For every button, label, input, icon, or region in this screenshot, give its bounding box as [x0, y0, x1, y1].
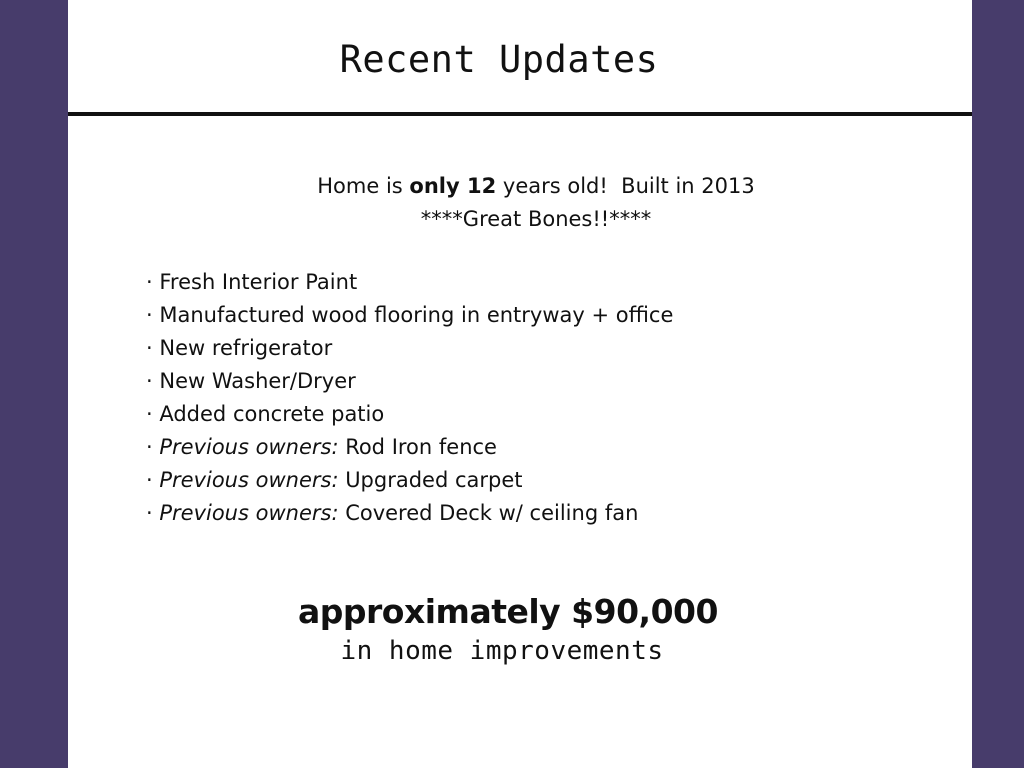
item-text: Added concrete patio — [159, 402, 385, 426]
item-text: New refrigerator — [159, 336, 333, 360]
intro-line-1 — [68, 170, 1004, 203]
bullet: · — [146, 369, 160, 393]
document-page — [68, 0, 972, 768]
item-text: Upgraded carpet — [338, 468, 523, 492]
list-item — [146, 332, 673, 365]
bullet: · — [146, 501, 160, 525]
bullet: · — [146, 270, 160, 294]
page-title: Recent Updates — [339, 38, 659, 81]
item-prefix: Previous owners: — [159, 435, 339, 459]
bullet: · — [146, 468, 160, 492]
updates-list — [146, 266, 673, 530]
improvement-amount: approximately $90,000 — [298, 592, 718, 631]
list-item — [146, 497, 673, 530]
bullet: · — [146, 303, 160, 327]
intro-line-2: ****Great Bones!!**** — [420, 207, 652, 231]
title-divider — [68, 112, 972, 116]
bullet: · — [146, 402, 160, 426]
list-item — [146, 365, 673, 398]
item-text: Manufactured wood flooring in entryway + office — [159, 303, 674, 327]
list-item — [146, 431, 673, 464]
bullet: · — [146, 336, 160, 360]
item-text: Fresh Interior Paint — [159, 270, 358, 294]
item-text: New Washer/Dryer — [159, 369, 356, 393]
item-text: Rod Iron fence — [338, 435, 497, 459]
list-item — [146, 464, 673, 497]
item-prefix: Previous owners: — [159, 468, 339, 492]
list-item — [146, 398, 673, 431]
intro-line-1-end: years old! Built in 2013 — [496, 174, 755, 198]
intro-line-1-start: Home is — [317, 174, 410, 198]
bullet: · — [146, 435, 160, 459]
improvement-caption: in home improvements — [340, 636, 664, 666]
item-prefix: Previous owners: — [159, 501, 339, 525]
list-item — [146, 299, 673, 332]
intro-line-1-emphasis: only 12 — [409, 174, 497, 198]
list-item — [146, 266, 673, 299]
item-text: Covered Deck w/ ceiling fan — [338, 501, 639, 525]
intro-text — [68, 170, 1004, 236]
